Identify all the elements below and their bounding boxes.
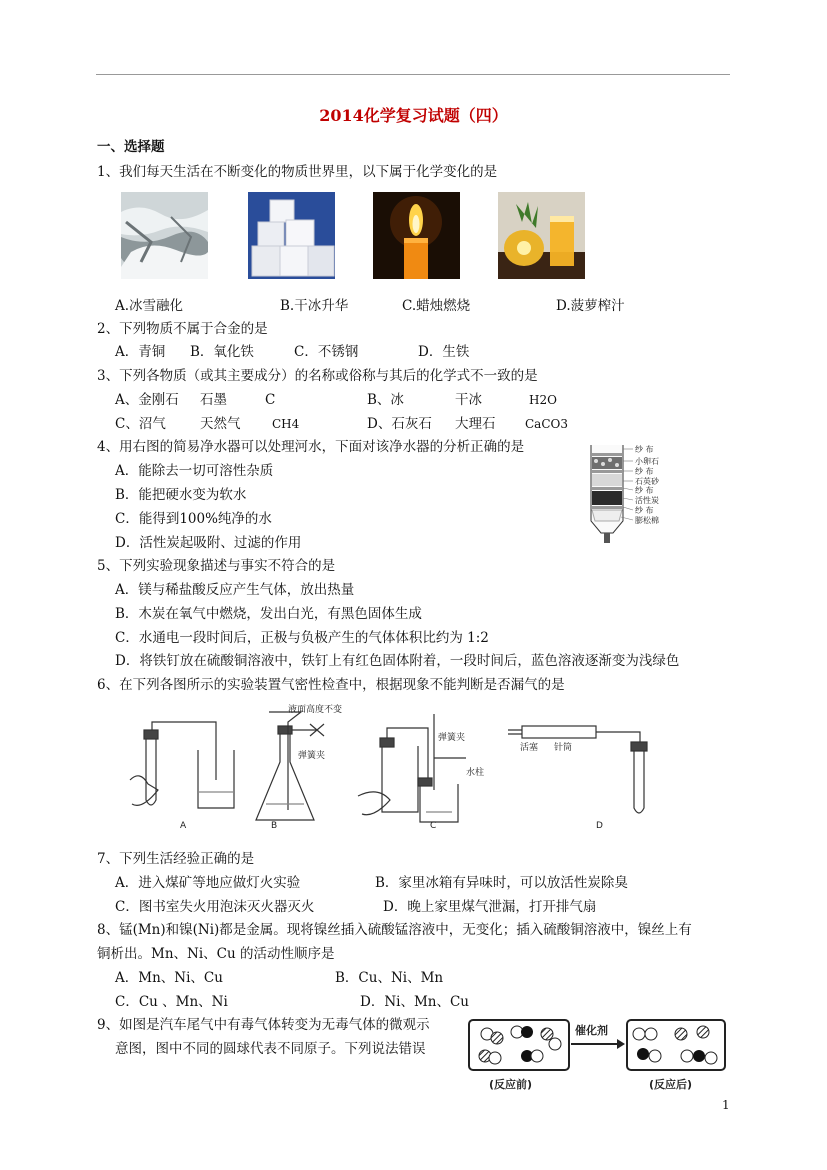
q3-b-name: B、冰 bbox=[367, 392, 404, 408]
q5-option-c: C．水通电一段时间后，正极与负极产生的气体体积比约为 1:2 bbox=[115, 630, 489, 646]
q1-option-c: C.蜡烛燃烧 bbox=[402, 298, 471, 314]
catalytic-reaction-figure bbox=[467, 1016, 729, 1092]
question-2-stem: 2、下列物质不属于合金的是 bbox=[97, 321, 268, 337]
question-9-stem-line-1: 9、如图是汽车尾气中有毒气体转变为无毒气体的微观示 bbox=[97, 1017, 430, 1033]
q4-option-c: C．能得到100%纯净的水 bbox=[115, 511, 272, 527]
label-syringe: 针筒 bbox=[554, 743, 573, 753]
q5-option-b: B．木炭在氧气中燃烧，发出白光，有黑色固体生成 bbox=[115, 606, 422, 622]
question-5-stem: 5、下列实验现象描述与事实不符合的是 bbox=[97, 558, 336, 574]
label-piston: 活塞 bbox=[520, 743, 539, 753]
q5-option-a: A．镁与稀盐酸反应产生气体，放出热量 bbox=[115, 582, 355, 598]
before-reaction-label: (反应前) bbox=[489, 1078, 533, 1091]
q3-c-name: C、沼气 bbox=[115, 416, 166, 432]
q1-option-a: A.冰雪融化 bbox=[115, 298, 184, 314]
catalyst-label: 催化剂 bbox=[575, 1024, 608, 1037]
water-purifier-figure bbox=[583, 443, 695, 545]
label-water-column: 水柱 bbox=[466, 768, 485, 778]
panel-label-d: D bbox=[596, 821, 603, 831]
q8-option-c: C．Cu 、Mn、Ni bbox=[115, 994, 228, 1010]
question-7-stem: 7、下列生活经验正确的是 bbox=[97, 851, 255, 867]
purifier-label-quartz-sand: 石英砂 bbox=[635, 477, 659, 486]
purifier-label-gauze-3: 纱 布 bbox=[635, 486, 654, 495]
page-number: 1 bbox=[722, 1098, 730, 1112]
q3-c-alias: 天然气 bbox=[200, 416, 241, 432]
q3-a-name: A、金刚石 bbox=[115, 392, 179, 408]
question-9-stem-line-2: 意图，图中不同的圆球代表不同原子。下列说法错误 bbox=[115, 1041, 426, 1057]
q3-d-name: D、石灰石 bbox=[367, 416, 432, 432]
dry-ice-photo bbox=[248, 192, 335, 279]
label-liquid-level-unchanged: 液面高度不变 bbox=[288, 705, 343, 715]
candle-photo bbox=[373, 192, 460, 279]
purifier-label-gauze-4: 纱 布 bbox=[635, 506, 654, 515]
section-heading: 一、选择题 bbox=[97, 139, 165, 155]
q2-option-d: D．生铁 bbox=[418, 344, 470, 360]
q3-b-formula: H2O bbox=[529, 393, 557, 407]
header-rule bbox=[96, 74, 730, 75]
q7-option-d: D．晚上家里煤气泄漏，打开排气扇 bbox=[383, 899, 597, 915]
question-3-stem: 3、下列各物质（或其主要成分）的名称或俗称与其后的化学式不一致的是 bbox=[97, 368, 538, 384]
panel-label-c: C bbox=[430, 821, 437, 831]
panel-label-a: A bbox=[180, 821, 187, 831]
question-8-stem-line-2: 铜析出。Mn、Ni、Cu 的活动性顺序是 bbox=[97, 946, 335, 962]
q1-option-b: B.干冰升华 bbox=[280, 298, 349, 314]
snow-melt-photo bbox=[121, 192, 208, 279]
q7-option-b: B．家里冰箱有异味时，可以放活性炭除臭 bbox=[375, 875, 628, 891]
q2-option-a: A．青铜 bbox=[115, 344, 166, 360]
panel-label-b: B bbox=[271, 821, 278, 831]
q7-option-c: C．图书室失火用泡沫灭火器灭火 bbox=[115, 899, 315, 915]
q3-a-alias: 石墨 bbox=[200, 392, 227, 408]
q2-option-b: B．氧化铁 bbox=[190, 344, 254, 360]
purifier-label-pebbles: 小卵石 bbox=[635, 457, 659, 466]
page-title: 2014化学复习试题（四） bbox=[319, 106, 508, 125]
q3-b-alias: 干冰 bbox=[455, 392, 482, 408]
airtightness-apparatus-figure bbox=[128, 700, 668, 835]
q5-option-d: D．将铁钉放在硫酸铜溶液中，铁钉上有红色固体附着，一段时间后，蓝色溶液逐渐变为浅绿色 bbox=[115, 653, 680, 669]
q3-d-alias: 大理石 bbox=[455, 416, 496, 432]
question-1-stem: 1、我们每天生活在不断变化的物质世界里，以下属于化学变化的是 bbox=[97, 164, 498, 180]
purifier-label-cotton: 膨松棉 bbox=[635, 516, 659, 525]
q4-option-a: A．能除去一切可溶性杂质 bbox=[115, 463, 274, 479]
q1-option-d: D.菠萝榨汁 bbox=[556, 298, 625, 314]
q3-d-formula: CaCO3 bbox=[525, 417, 568, 431]
purifier-label-activated-carbon: 活性炭 bbox=[635, 496, 659, 505]
q8-option-a: A．Mn、Ni、Cu bbox=[115, 970, 223, 986]
question-4-stem: 4、用右图的简易净水器可以处理河水，下面对该净水器的分析正确的是 bbox=[97, 439, 525, 455]
q7-option-a: A．进入煤矿等地应做灯火实验 bbox=[115, 875, 301, 891]
q4-option-d: D．活性炭起吸附、过滤的作用 bbox=[115, 535, 302, 551]
question-6-stem: 6、在下列各图所示的实验装置气密性检查中，根据现象不能判断是否漏气的是 bbox=[97, 677, 565, 693]
q4-option-b: B．能把硬水变为软水 bbox=[115, 487, 247, 503]
question-8-stem-line-1: 8、锰(Mn)和镍(Ni)都是金属。现将镍丝插入硫酸锰溶液中，无变化；插入硫酸铜溶液中，镍丝上有 bbox=[97, 922, 692, 938]
after-reaction-label: (反应后) bbox=[649, 1078, 693, 1091]
q2-option-c: C．不锈钢 bbox=[294, 344, 359, 360]
q8-option-d: D．Ni、Mn、Cu bbox=[360, 994, 469, 1010]
label-spring-clip-b: 弹簧夹 bbox=[298, 751, 326, 761]
q8-option-b: B．Cu、Ni、Mn bbox=[335, 970, 444, 986]
purifier-label-gauze-2: 纱 布 bbox=[635, 467, 654, 476]
label-spring-clip-c: 弹簧夹 bbox=[438, 733, 466, 743]
q3-c-formula: CH4 bbox=[272, 417, 300, 431]
pineapple-juice-photo bbox=[498, 192, 585, 279]
q3-a-formula: C bbox=[265, 392, 276, 408]
purifier-label-gauze-1: 纱 布 bbox=[635, 445, 654, 454]
